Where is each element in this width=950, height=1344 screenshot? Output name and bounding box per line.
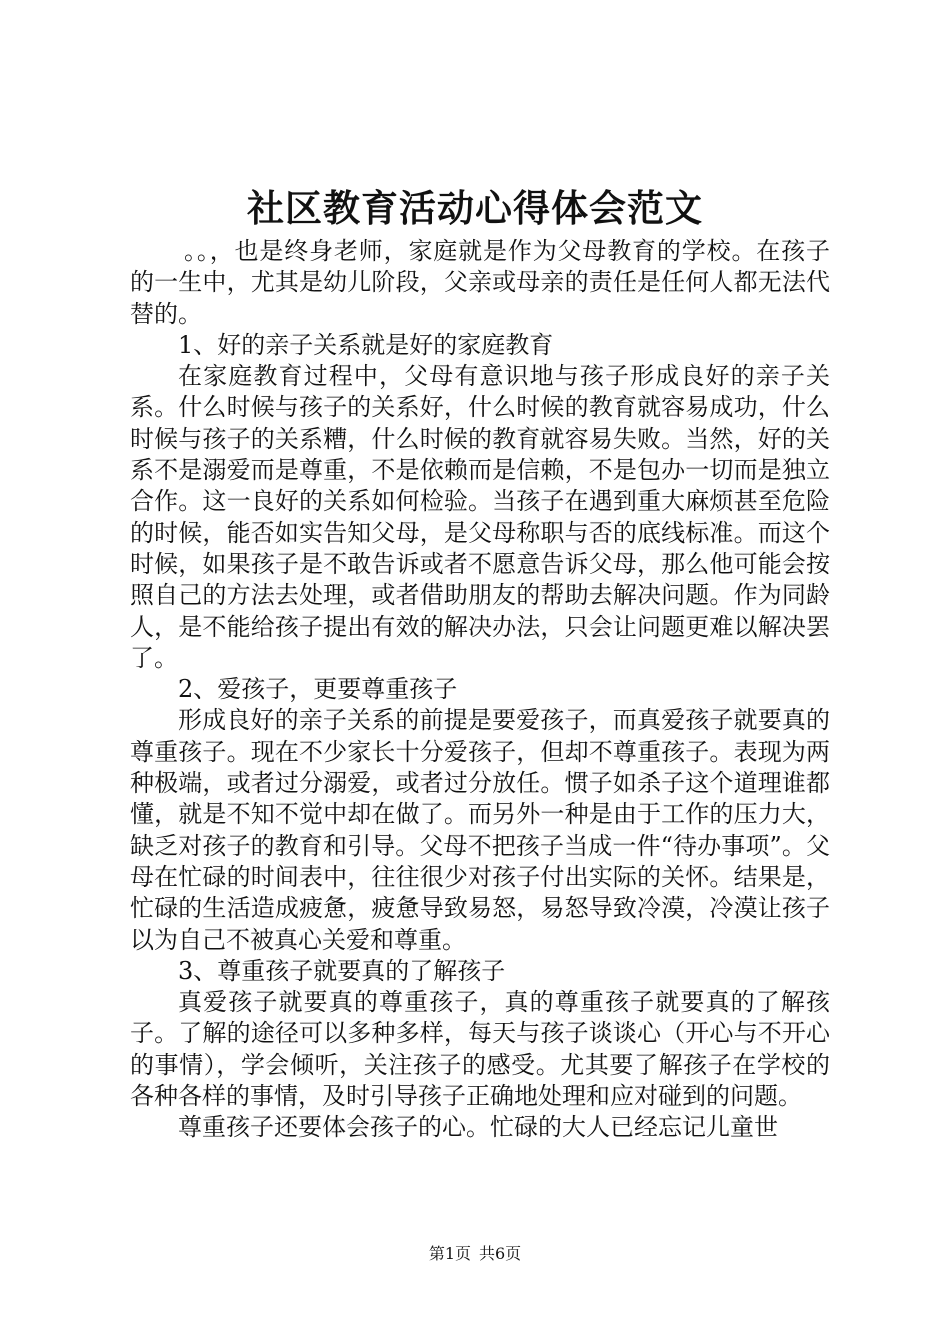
intro-paragraph: 。。，也是终身老师，家庭就是作为父母教育的学校。在孩子的一生中，尤其是幼儿阶段，父亲或母亲的责任是任何人都无法代替的。: [130, 237, 830, 328]
document-title: 社区教育活动心得体会范文: [247, 186, 703, 230]
section-1-paragraph: 在家庭教育过程中，父母有意识地与孩子形成良好的亲子关系。什么时候与孩子的关系好，什么时候的教育就容易成功，什么时候与孩子的关系糟，什么时候的教育就容易失败。当然，好的关系不是溺爱而是尊重，不是依赖而是信赖，不是包办一切而是独立合作。这一良好的关系如何检验。当孩子在遇到重大麻烦甚至危险的时候，能否如实告知父母，是父母称职与否的底线标准。而这个时候，如果孩子是不敢告诉或者不愿意告诉父母，那么他可能会按照自己的方法去处理，或者借助朋友的帮助去解决问题。作为同龄人，是不能给孩子提出有效的解决办法，只会让问题更难以解决罢了。: [130, 362, 830, 672]
section-heading-3: 3、尊重孩子就要真的了解孩子: [178, 956, 506, 985]
document-body: [130, 236, 830, 1144]
page-count: 共6页: [479, 1244, 522, 1263]
page-number: 第1页: [428, 1244, 471, 1263]
section-heading-2: 2、爱孩子，更要尊重孩子: [178, 675, 458, 704]
section-2-paragraph: 形成良好的亲子关系的前提是要爱孩子，而真爱孩子就要真的尊重孩子。现在不少家长十分爱孩子，但却不尊重孩子。表现为两种极端，或者过分溺爱，或者过分放任。惯子如杀子这个道理谁都懂，就是不知不觉中却在做了。而另外一种是由于工作的压力大，缺乏对孩子的教育和引导。父母不把孩子当成一件“待办事项”。父母在忙碌的时间表中，往往很少对孩子付出实际的关怀。结果是，忙碌的生活造成疲惫，疲惫导致易怒，易怒导致冷漠，冷漠让孩子以为自己不被真心关爱和尊重。: [130, 706, 830, 954]
page-footer: [0, 1244, 950, 1264]
section-3-paragraph-1: 真爱孩子就要真的尊重孩子，真的尊重孩子就要真的了解孩子。了解的途径可以多种多样，每天与孩子谈谈心（开心与不开心的事情），学会倾听，关注孩子的感受。尤其要了解孩子在学校的各种各样的事情，及时引导孩子正确地处理和应对碰到的问题。: [130, 988, 830, 1111]
section-3-paragraph-2: 尊重孩子还要体会孩子的心。忙碌的大人已经忘记儿童世: [178, 1113, 778, 1142]
section-heading-1: 1、好的亲子关系就是好的家庭教育: [178, 330, 554, 359]
